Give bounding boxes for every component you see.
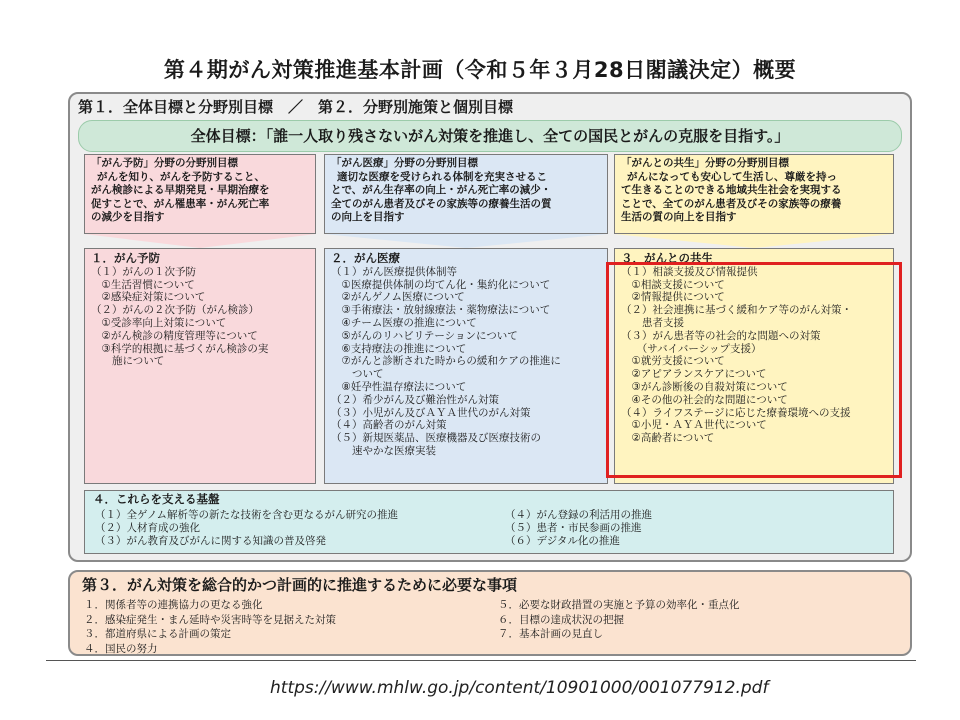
- goal-body-line: がんになっても安心して生活し、尊厳を持っ: [627, 170, 837, 183]
- measure-item: （サバイバーシップ支援）: [621, 342, 762, 355]
- section3-list-left: [84, 598, 336, 656]
- list-item: ３．都道府県による計画の策定: [84, 628, 231, 640]
- measure-item: （２）希少がん及び難治性がん対策: [331, 393, 499, 406]
- list-item: （３）がん教育及びがんに関する知識の普及啓発: [95, 535, 326, 547]
- page-title: 第４期がん対策推進基本計画（令和５年３月28日閣議決定）概要: [163, 58, 797, 82]
- goal-body-line: がんを知り、がんを予防すること、: [97, 170, 265, 183]
- list-item: ７．基本計画の見直し: [498, 628, 603, 640]
- list-item: （６）デジタル化の推進: [505, 535, 620, 547]
- measure-item: ②情報提供について: [621, 291, 725, 304]
- measure-item: ③手術療法・放射線療法・薬物療法について: [331, 304, 551, 317]
- goal-body-line: とで、がん生存率の向上・がん死亡率の減少・: [331, 184, 552, 196]
- section3-box: [68, 570, 912, 656]
- measure-item: ⑦がんと診断された時からの緩和ケアの推進に: [331, 355, 561, 368]
- foundation-heading: ４．これらを支える基盤: [93, 492, 220, 506]
- source-url: https://www.mhlw.go.jp/content/10901000/001077912.pdf: [270, 678, 769, 698]
- red-highlight-box: [606, 262, 902, 478]
- measure-item: （２）社会連携に基づく緩和ケア等のがん対策・: [621, 304, 852, 317]
- goal-body-line: 促すことで、がん罹患率・がん死亡率: [91, 197, 270, 210]
- measure-item: ④チーム医療の推進について: [331, 316, 477, 329]
- measure-item: ②がん検診の精度管理等について: [91, 329, 258, 342]
- column-heading: ３．がんとの共生: [621, 251, 713, 265]
- measure-item: ①受診率向上対策について: [91, 316, 227, 329]
- measure-item: ②アピアランスケアについて: [621, 368, 767, 381]
- measure-item: 施について: [91, 355, 165, 368]
- goal-body-line: がん検診による早期発見・早期治療を: [91, 184, 270, 196]
- down-arrow-medical: [324, 234, 608, 248]
- measures-column-prevention: [84, 248, 316, 484]
- section3-heading: 第３．がん対策を総合的かつ計画的に推進するために必要な事項: [82, 576, 518, 594]
- list-item: （５）患者・市民参画の推進: [505, 522, 642, 534]
- measure-item: ②感染症対策について: [91, 291, 206, 304]
- foundation-box: [84, 490, 894, 554]
- goal-body-line: 適切な医療を受けられる体制を充実させるこ: [337, 170, 547, 183]
- list-item: ２．感染症発生・まん延時や災害時等を見据えた対策: [84, 613, 336, 626]
- measure-item: （４）高齢者のがん対策: [331, 419, 447, 432]
- measure-item: ①医療提供体制の均てん化・集約化について: [331, 278, 551, 291]
- measure-item: 速やかな医療実装: [331, 444, 436, 457]
- goal-body-line: の減少を目指す: [91, 211, 165, 223]
- measures-column-medical: [324, 248, 608, 484]
- measure-item: ⑥支持療法の推進について: [331, 342, 467, 355]
- foundation-list-right: [505, 509, 652, 548]
- measure-item: ①相談支援について: [621, 278, 725, 291]
- down-arrow-prevention: [84, 234, 316, 248]
- measure-item: 患者支援: [621, 316, 684, 329]
- goal-body-line: の向上を目指す: [331, 211, 405, 223]
- goal-box-medical: [324, 154, 608, 234]
- goal-body-line: 全てのがん患者及びその家族等の療養生活の質: [331, 197, 552, 210]
- measure-item: （４）ライフステージに応じた療養環境への支援: [621, 406, 851, 419]
- column-heading: ２．がん医療: [331, 251, 400, 265]
- measure-item: ④その他の社会的な問題について: [621, 393, 788, 406]
- measure-item: ①就労支援について: [621, 355, 725, 368]
- measure-item: （５）新規医薬品、医療機器及び医療技術の: [331, 432, 541, 445]
- list-item: （２）人材育成の強化: [95, 522, 200, 534]
- goal-title: 「がんとの共生」分野の分野別目標: [621, 157, 789, 169]
- measure-item: ついて: [331, 368, 384, 381]
- list-item: ４．国民の努力: [84, 642, 158, 655]
- measure-item: （１）相談支援及び情報提供: [621, 265, 758, 278]
- down-arrow-coexistence: [614, 234, 894, 248]
- goal-body-line: ことで、全てのがん患者及びその家族等の療養: [621, 197, 842, 210]
- measure-item: ②がんゲノム医療について: [331, 291, 465, 304]
- column-heading: １．がん予防: [91, 251, 160, 265]
- section3-list-right: [498, 598, 740, 642]
- list-item: （４）がん登録の利活用の推進: [505, 509, 652, 521]
- goal-body-line: 生活の質の向上を目指す: [621, 211, 737, 223]
- overall-goal-banner: 全体目標：「誰一人取り残さないがん対策を推進し、全ての国民とがんの克服を目指す。」: [78, 120, 902, 152]
- measure-item: （１）がんの１次予防: [91, 265, 196, 278]
- goal-box-prevention: [84, 154, 316, 234]
- measure-item: （１）がん医療提供体制等: [331, 265, 457, 278]
- measure-item: ⑤がんのリハビリテーションについて: [331, 329, 518, 342]
- list-item: ６．目標の達成状況の把握: [498, 613, 624, 626]
- divider-line: [46, 660, 916, 661]
- measure-item: （３）小児がん及びＡＹＡ世代のがん対策: [331, 406, 531, 419]
- measure-item: ③がん診断後の自殺対策について: [621, 380, 788, 393]
- measure-item: ⑧妊孕性温存療法について: [331, 380, 467, 393]
- measure-item: ③科学的根拠に基づくがん検診の実: [91, 342, 269, 355]
- measure-item: （３）がん患者等の社会的な問題への対策: [621, 329, 821, 342]
- goal-title: 「がん医療」分野の分野別目標: [331, 157, 478, 169]
- goal-body-line: て生きることのできる地域共生社会を実現する: [621, 184, 842, 196]
- measure-item: ①小児・ＡＹＡ世代について: [621, 419, 767, 432]
- list-item: １．関係者等の連携協力の更なる強化: [84, 599, 263, 611]
- list-item: ５．必要な財政措置の実施と予算の効率化・重点化: [498, 599, 740, 611]
- goal-title: 「がん予防」分野の分野別目標: [91, 157, 238, 169]
- measure-item: （２）がんの２次予防（がん検診）: [91, 304, 259, 317]
- frame-heading: 第１．全体目標と分野別目標 ／ 第２．分野別施策と個別目標: [78, 98, 514, 116]
- measure-item: ②高齢者について: [621, 432, 715, 445]
- measure-item: ①生活習慣について: [91, 278, 195, 291]
- goal-box-coexistence: [614, 154, 894, 234]
- foundation-list-left: [95, 509, 398, 548]
- list-item: （１）全ゲノム解析等の新たな技術を含む更なるがん研究の推進: [95, 509, 399, 521]
